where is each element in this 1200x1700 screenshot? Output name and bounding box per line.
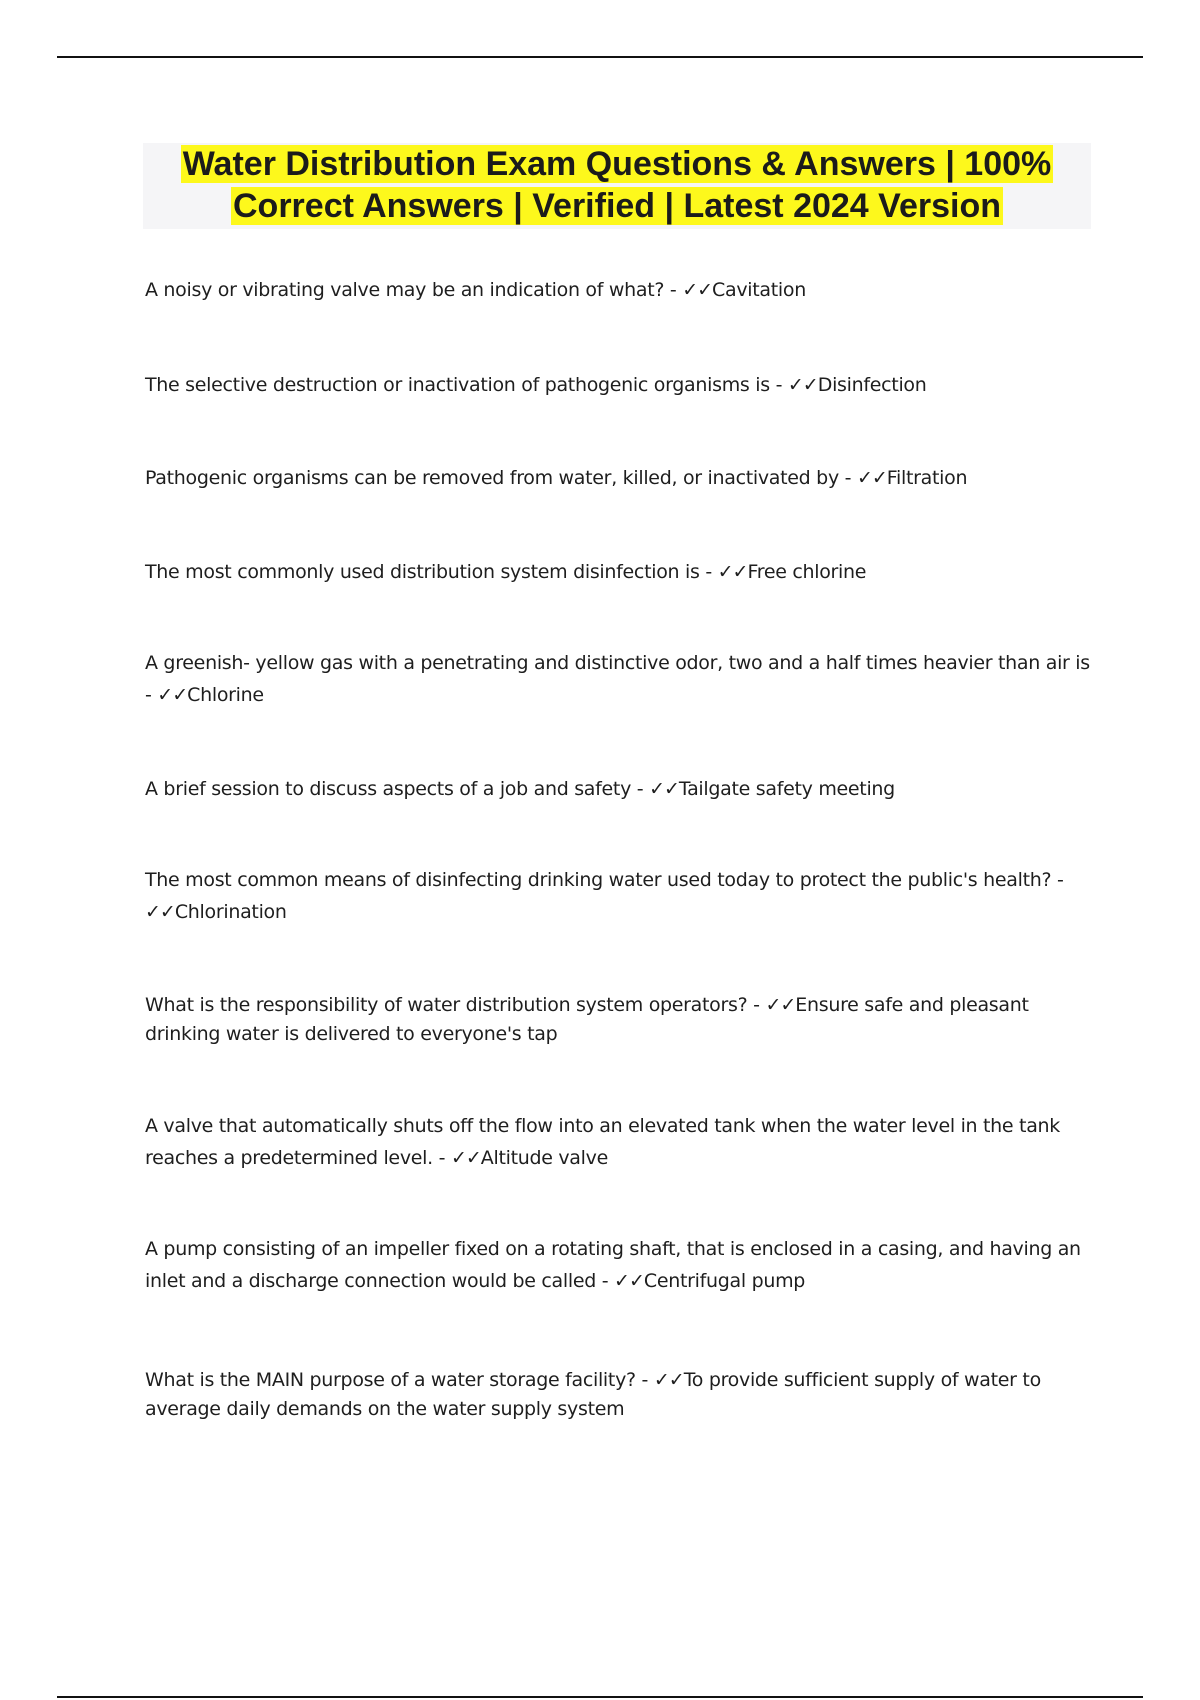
question-text: A pump consisting of an impeller fixed on a rotating shaft, that is enclosed in a casing, and having an inlet and a discharge connection would be called <box>145 1238 1081 1292</box>
question-text: A noisy or vibrating valve may be an indication of what? <box>145 279 665 301</box>
answer-text: Disinfection <box>817 374 927 396</box>
answer-text: Filtration <box>886 467 968 489</box>
check-marks-icon: ✓✓ <box>717 561 748 583</box>
qa-item-2: The selective destruction or inactivation of pathogenic organisms is - ✓✓Disinfection <box>145 374 927 396</box>
question-text: The most common means of disinfecting drinking water used today to protect the public's health? <box>145 869 1052 891</box>
check-marks-icon: ✓✓ <box>765 994 796 1016</box>
question-text: A greenish- yellow gas with a penetrating and distinctive odor, two and a half times heavier than air is <box>145 652 1090 674</box>
qa-item-10: A pump consisting of an impeller fixed on a rotating shaft, that is enclosed in a casing, and having an inlet and a discharge connection would be called - ✓✓Centrifugal pump <box>145 1238 1081 1292</box>
qa-item-8: What is the responsibility of water distribution system operators? - ✓✓Ensure safe and pleasant drinking water is delivered to everyone's tap <box>145 994 1029 1045</box>
top-rule <box>57 56 1143 58</box>
answer-text: To provide sufficient supply of water to average daily demands on the water supply system <box>145 1369 1041 1420</box>
answer-text: Tailgate safety meeting <box>678 778 895 800</box>
answer-text: Free chlorine <box>747 561 867 583</box>
qa-item-3: Pathogenic organisms can be removed from water, killed, or inactivated by - ✓✓Filtration <box>145 467 968 489</box>
answer-text: Centrifugal pump <box>643 1270 806 1292</box>
check-marks-icon: ✓✓ <box>682 279 713 301</box>
document-title <box>143 143 1091 229</box>
question-text: The selective destruction or inactivation of pathogenic organisms is <box>145 374 770 396</box>
qa-item-9: A valve that automatically shuts off the flow into an elevated tank when the water level in the tank reaches a predetermined level. - ✓✓Altitude valve <box>145 1115 1060 1169</box>
question-text: What is the MAIN purpose of a water storage facility? <box>145 1369 636 1391</box>
question-text: A valve that automatically shuts off the flow into an elevated tank when the water level in the tank reaches a predetermined level. <box>145 1115 1060 1169</box>
answer-text: Chlorine <box>187 684 264 706</box>
qa-item-1: A noisy or vibrating valve may be an indication of what? - ✓✓Cavitation <box>145 279 806 301</box>
check-marks-icon: ✓✓ <box>787 374 818 396</box>
question-text: The most commonly used distribution system disinfection is <box>145 561 700 583</box>
check-marks-icon: ✓✓ <box>450 1147 481 1169</box>
title-line-2: Correct Answers | Verified | Latest 2024 Version <box>233 187 1001 225</box>
bottom-rule <box>57 1696 1143 1698</box>
check-marks-icon: ✓✓ <box>145 901 175 923</box>
question-text: A brief session to discuss aspects of a job and safety <box>145 778 632 800</box>
check-marks-icon: ✓✓ <box>653 1369 684 1391</box>
check-marks-icon: ✓✓ <box>614 1270 644 1292</box>
qa-item-4: The most commonly used distribution system disinfection is - ✓✓Free chlorine <box>145 561 867 583</box>
qa-item-7: The most common means of disinfecting drinking water used today to protect the public's health? - ✓✓Chlorination <box>145 869 1064 923</box>
qa-item-6: A brief session to discuss aspects of a job and safety - ✓✓Tailgate safety meeting <box>145 778 895 800</box>
answer-text: Altitude valve <box>480 1147 608 1169</box>
answer-text: Chlorination <box>174 901 287 923</box>
check-marks-icon: ✓✓ <box>157 684 188 706</box>
check-marks-icon: ✓✓ <box>649 778 679 800</box>
answer-text: Ensure safe and pleasant drinking water is delivered to everyone's tap <box>145 994 1029 1045</box>
question-text: What is the responsibility of water distribution system operators? <box>145 994 748 1016</box>
title-line-1: Water Distribution Exam Questions & Answers | 100% <box>182 145 1052 183</box>
qa-item-5: A greenish- yellow gas with a penetrating and distinctive odor, two and a half times heavier than air is - ✓✓Chlorine <box>145 652 1090 706</box>
check-marks-icon: ✓✓ <box>856 467 887 489</box>
answer-text: Cavitation <box>712 279 806 301</box>
qa-item-11: What is the MAIN purpose of a water storage facility? - ✓✓To provide sufficient supply of water to average daily demands on the water supply system <box>145 1369 1041 1420</box>
question-text: Pathogenic organisms can be removed from water, killed, or inactivated by <box>145 467 839 489</box>
